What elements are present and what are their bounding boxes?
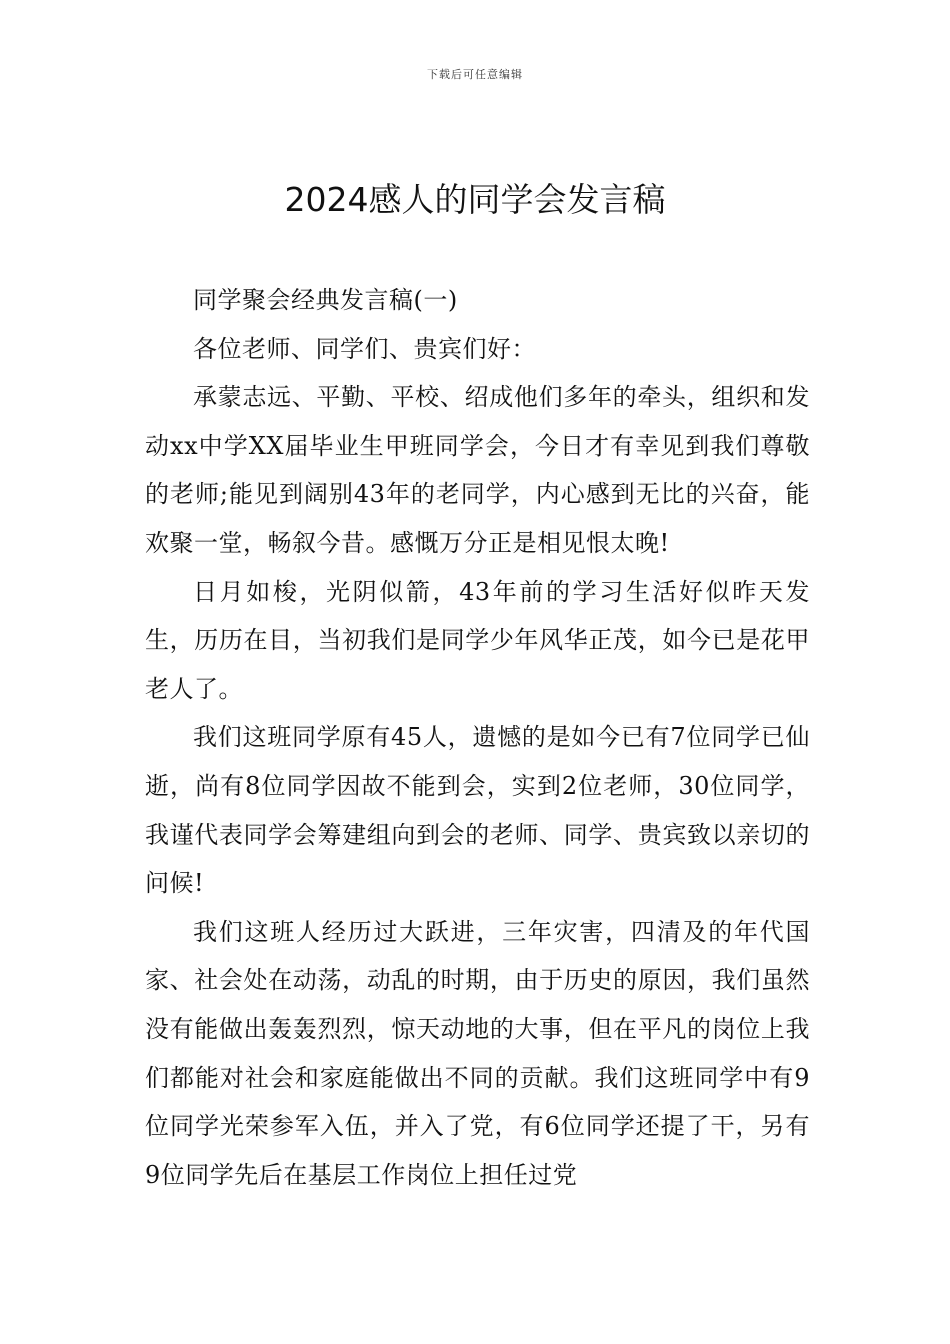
document-body	[145, 276, 810, 1199]
paragraph-subtitle: 同学聚会经典发言稿(一)	[193, 286, 458, 314]
paragraph: 承蒙志远、平勤、平校、绍成他们多年的牵头，组织和发动xx中学XX届毕业生甲班同学会，今日才有幸见到我们尊敬的老师;能见到阔别43年的老同学，内心感到无比的兴奋，能欢聚一堂，畅叙今昔。感慨万分正是相见恨太晚!	[145, 383, 810, 557]
document-title: 2024感人的同学会发言稿	[284, 180, 666, 219]
paragraph-greeting: 各位老师、同学们、贵宾们好：	[193, 334, 536, 363]
header-note: 下载后可任意编辑	[427, 68, 523, 81]
paragraph: 日月如梭，光阴似箭，43年前的学习生活好似昨天发生，历历在目，当初我们是同学少年风华正茂，如今已是花甲老人了。	[145, 577, 810, 703]
paragraph: 我们这班同学原有45人，遗憾的是如今已有7位同学已仙逝，尚有8位同学因故不能到会，实到2位老师，30位同学，我谨代表同学会筹建组向到会的老师、同学、贵宾致以亲切的问候!	[145, 723, 810, 898]
paragraph: 我们这班人经历过大跃进，三年灾害，四清及的年代国家、社会处在动荡，动乱的时期，由于历史的原因，我们虽然没有能做出轰轰烈烈，惊天动地的大事，但在平凡的岗位上我们都能对社会和家庭能做出不同的贡献。我们这班同学中有9位同学光荣参军入伍，并入了党，有6位同学还提了干，另有9位同学先后在基层工作岗位上担任过党	[145, 917, 810, 1189]
